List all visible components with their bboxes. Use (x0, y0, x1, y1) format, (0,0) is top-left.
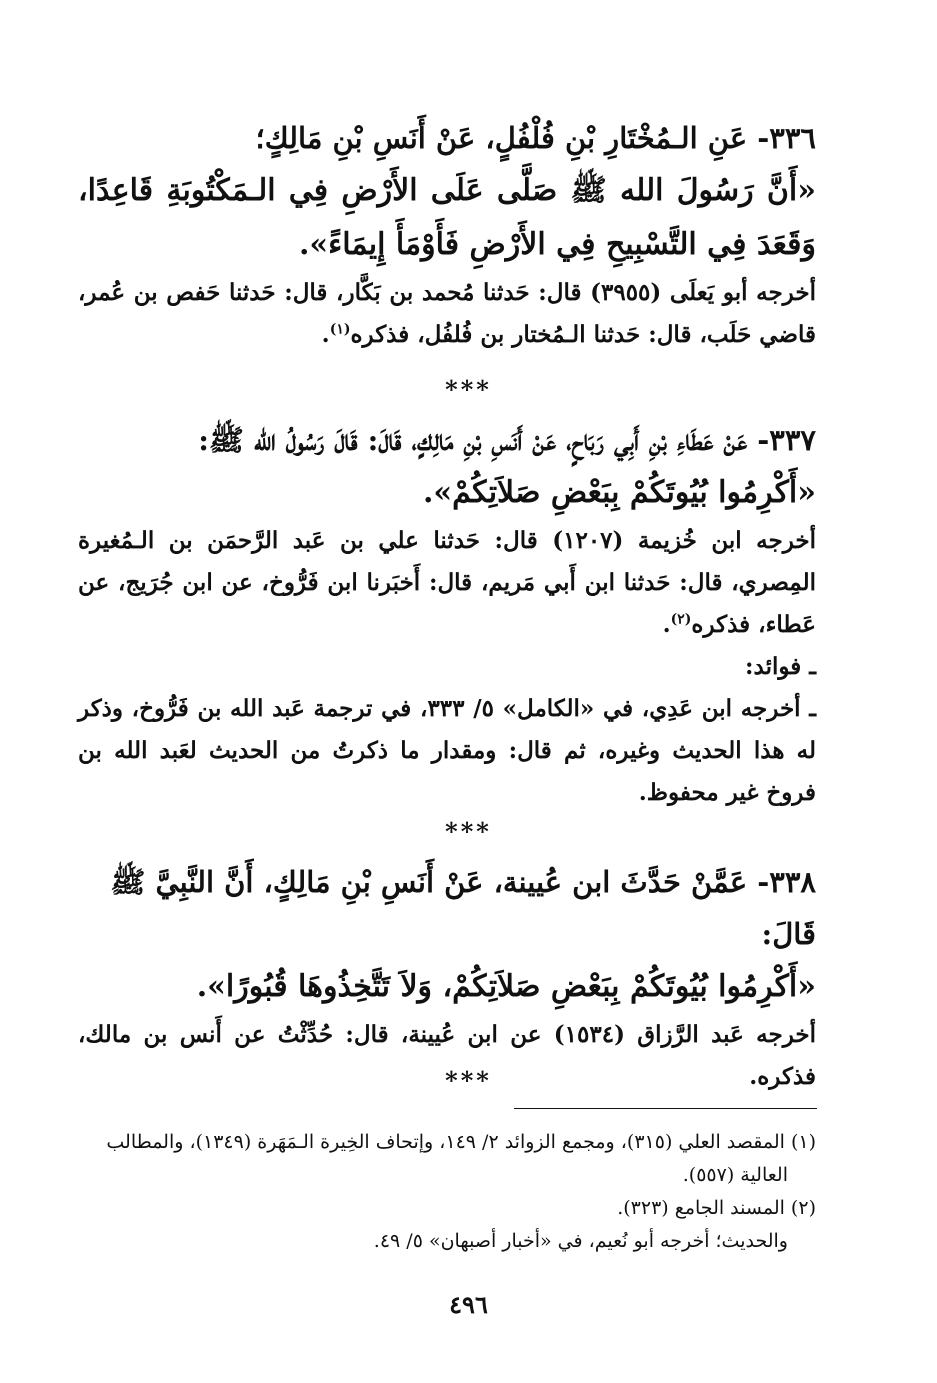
footnote-1-line-2: العالية (٥٥٧). (682, 1164, 788, 1186)
hadith-338-text: «أَكْرِمُوا بُيُوتَكُمْ بِبَعْضِ صَلاَتِكُمْ، وَلاَ تَتَّخِذُوهَا قُبُورًا». (196, 969, 816, 1004)
footnote-2-line-2: والحديث؛ أخرجه أبو نُعيم، في «أخبار أصبهان» ٥/ ٤٩. (373, 1230, 788, 1252)
section-separator: *** (445, 375, 492, 404)
footnote-ref-1[interactable]: (١) (329, 321, 351, 338)
page-number: ٤٩٦ (449, 1290, 488, 1319)
hadith-337 (78, 414, 816, 814)
hadith-336-takhrij: أخرجه أبو يَعلَى (٣٩٥٥) قال: حَدثنا مُحمد بن بَكَّار، قال: حَدثنا حَفص بن عُمر، قاضي حَلَب، قال: حَدثنا الـمُختار بن فُلفُل، فذكره$^{(١)}$. (78, 279, 816, 348)
hadith-336-heading: ٣٣٦- عَنِ الـمُخْتَارِ بْنِ فُلْفُلٍ، عَنْ أَنَسِ بْنِ مَالِكٍ؛ (255, 121, 816, 155)
hadith-336-text: «أَنَّ رَسُولَ الله ﷺ صَلَّى عَلَى الأَرْضِ فِي الـمَكْتُوبَةِ قَاعِدًا، وَقَعَدَ فِي التَّسْبِيحِ فِي الأَرْضِ فَأَوْمَأَ إِيمَاءً». (78, 173, 816, 262)
fawaid-text: ـ أخرجه ابن عَدِي، في «الكامل» ٥/ ٣٣٣، في ترجمة عَبد الله بن فَرُّوخ، وذكر له هذا الحديث وغيره، ثم قال: ومقدار ما ذكرتُ من الحديث لعَبد الله بن فروخ غير محفوظ. (78, 695, 816, 806)
hadith-336-takhrij-text: أخرجه أبو يَعلَى (٣٩٥٥) قال: حَدثنا مُحمد بن بَكَّار، قال: حَدثنا حَفص بن عُمر، قاضي حَلَب، قال: حَدثنا الـمُختار بن فُلفُل، فذكره (78, 279, 816, 348)
footnotes (78, 1126, 816, 1258)
section-separator: *** (445, 817, 492, 846)
hadith-337-takhrij-text: أخرجه ابن خُزيمة (١٢٠٧) قال: حَدثنا علي بن عَبد الرَّحمَن بن الـمُغيرة المِصري، قال: حَدثنا ابن أَبي مَريم، قال: أَخبَرنا ابن فَرُّوخ، عن ابن جُرَيج، عن عَطاء، فذكره (78, 527, 816, 638)
hadith-338-takhrij: أخرجه عَبد الرَّزاق (١٥٣٤) عن ابن عُيينة، قال: حُدِّثْتُ عن أَنس بن مالك، فذكره. (78, 1021, 816, 1090)
hadith-338 (78, 856, 816, 1098)
footnote-ref-2[interactable]: (٢) (670, 611, 692, 628)
footnote-1-line-1: (١) المقصد العلي (٣١٥)، ومجمع الزوائد ٢/ ١٤٩، وإتحاف الخِيرة الـمَهَرة (١٣٤٩)، والمطالب (106, 1131, 816, 1153)
hadith-337-text: «أَكْرِمُوا بُيُوتَكُمْ بِبَعْضِ صَلاَتِكُمْ». (422, 475, 816, 510)
footnote-divider (514, 1108, 817, 1109)
fawaid-heading: ـ فوائد: (745, 653, 816, 680)
hadith-336 (78, 112, 816, 356)
hadith-337-takhrij: أخرجه ابن خُزيمة (١٢٠٧) قال: حَدثنا علي بن عَبد الرَّحمَن بن الـمُغيرة المِصري، قال: حَدثنا ابن أَبي مَريم، قال: أَخبَرنا ابن فَرُّوخ، عن ابن جُرَيج، عن عَطاء، فذكره$^{(٢)}$. (78, 527, 816, 638)
hadith-337-heading: ٣٣٧- عَنْ عَطَاءِ بْنِ أَبِي رَبَاحٍ، عَنْ أَنَسِ بْنِ مَالِكٍ، قَالَ: قَالَ رَسُولُ الله ﷺ: (198, 423, 816, 457)
hadith-338-heading: ٣٣٨- عَمَّنْ حَدَّثَ ابن عُيينة، عَنْ أَنَسِ بْنِ مَالِكٍ، أَنَّ النَّبِيَّ ﷺ قَالَ: (110, 865, 816, 951)
footnote-2-line-1: (٢) المسند الجامع (٣٢٣). (617, 1197, 816, 1219)
section-separator: *** (445, 1066, 492, 1095)
